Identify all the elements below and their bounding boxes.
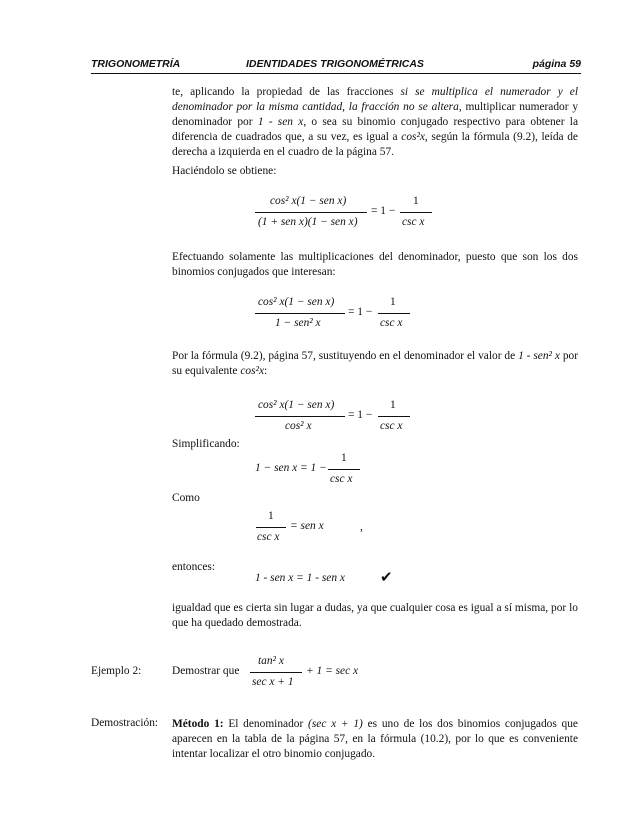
- example-2-label: Ejemplo 2:: [91, 665, 142, 677]
- eq3-denominator: cos² x: [285, 420, 312, 432]
- header-page-number: página 59: [532, 58, 581, 70]
- demonstration-label: Demostración:: [91, 717, 159, 729]
- eq1-numerator: cos² x(1 − sen x): [270, 195, 347, 207]
- header-chapter: TRIGONOMETRÍA: [91, 58, 181, 70]
- paragraph-5: Simplificando:: [172, 438, 240, 450]
- eq2-numerator: cos² x(1 − sen x): [258, 296, 335, 308]
- eq1-denominator: (1 + sen x)(1 − sen x): [258, 216, 358, 228]
- emphasis-property: si se multiplica el numerador y el denominador por la misma cantidad, la fracción no se altera: [172, 86, 579, 113]
- header-section: IDENTIDADES TRIGONOMÉTRICAS: [246, 58, 424, 70]
- paragraph-3: Efectuando solamente las multiplicaciones del denominador, puesto que son los dos binomios conjugados que interesan:: [172, 251, 578, 278]
- example-2-text: Demostrar que: [172, 665, 240, 677]
- page-header: [91, 57, 581, 74]
- demonstration-text: Método 1: El denominador (sec x + 1) es uno de los dos binomios conjugados que aparecen en la tabla de la página 57, en la fórmula (10.2), por lo que es conveniente intentar localizar el otro binomio conjugado.: [172, 718, 578, 760]
- paragraph-2: Haciéndolo se obtiene:: [172, 165, 277, 177]
- paragraph-6: Como: [172, 492, 200, 504]
- paragraph-4: Por la fórmula (9.2), página 57, sustituyendo en el denominador el valor de 1 - sen² x por su equivalente cos²x:: [172, 350, 578, 377]
- eq2-denominator: 1 − sen² x: [275, 317, 321, 329]
- paragraph-1: te, aplicando la propiedad de las fracciones si se multiplica el numerador y el denominador por la misma cantidad, la fracción no se altera, multiplicar numerador y denominador por 1 - sen x, o sea su binomio conjugado respectivo para obtener la diferencia de cuadrados que, a su vez, es igual a cos²x, según la fórmula (9.2), leída de derecha a izquierda en el cuadro de la página 57.: [172, 86, 579, 158]
- paragraph-7: entonces:: [172, 561, 216, 573]
- paragraph-8: igualdad que es cierta sin lugar a dudas, ya que cualquier cosa es igual a sí misma, por lo que ha quedado demostrada.: [172, 602, 578, 629]
- eq3-numerator: cos² x(1 − sen x): [258, 399, 335, 411]
- checkmark-icon: ✔: [380, 568, 393, 586]
- method-title: Método 1:: [172, 718, 224, 730]
